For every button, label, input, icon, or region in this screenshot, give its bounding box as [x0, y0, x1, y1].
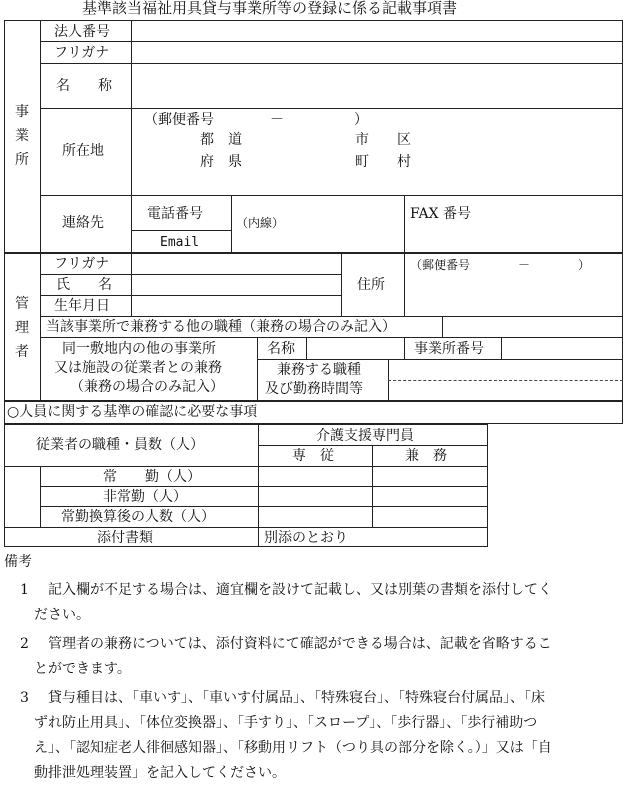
contact-label: 連絡先 [62, 215, 104, 231]
remark-2-line-b: とができます。 [34, 661, 131, 677]
address-label: 所在地 [62, 143, 104, 159]
remark-2-line-a: 管理者の兼務については、添付資料にて確認ができる場合は、記載を省略するこ [48, 636, 552, 652]
care-specialist-label: 介護支援専門員 [316, 428, 414, 444]
site-name-label: 名称 [267, 341, 295, 357]
manager-section-label: 管理者 [15, 296, 29, 360]
remark-3-line-a: 貸与種目は、「車いす」、「車いす付属品」、「特殊寝台」、「特殊寝台付属品」、「床 [48, 690, 545, 706]
manager-address-label: 住所 [357, 277, 385, 293]
manager-postal-label: （郵便番号 － ） [410, 258, 591, 272]
office-name-label: 名 称 [56, 78, 112, 94]
attachments-value: 別添のとおり [264, 530, 348, 546]
corp-number-label: 法人番号 [54, 24, 110, 40]
email-label: Email [160, 235, 200, 250]
office-section-label: 事業所 [15, 104, 29, 168]
shiku-label: 市 区 [355, 132, 411, 148]
staff-section-header: ○人員に関する基準の確認に必要な事項 [7, 404, 258, 420]
remark-1-line-b: ださい。 [34, 607, 90, 623]
remark-3-line-b: ずれ防止用具」、「体位変換器」、「手すり」、「スロープ」、「歩行器」、「歩行補助つ [34, 715, 538, 731]
fax-label: FAX 番号 [410, 206, 472, 222]
remark-3-number: 3 [20, 690, 29, 706]
birthdate-label: 生年月日 [54, 298, 110, 314]
dedicated-label: 専 従 [292, 448, 334, 464]
page-title: 基準該当福祉用具貸与事業所等の登録に係る記載事項書 [82, 0, 458, 17]
remark-1-line-a: 記入欄が不足する場合は、適宜欄を設けて記載し、又は別葉の書類を添付してく [48, 582, 552, 598]
remark-3-line-c: え」、「認知症老人徘徊感知器」、「移動用リフト（つり具の部分を除く。）」又は「自 [34, 740, 552, 756]
job-count-label: 従業者の職種・員数（人） [36, 437, 204, 453]
manager-name-label: 氏 名 [56, 277, 112, 293]
parttime-label: 非常勤（人） [103, 489, 187, 505]
office-furigana-label: フリガナ [54, 45, 110, 61]
manager-furigana-label: フリガナ [54, 256, 110, 272]
same-site-line2: 又は施設の従業者との兼務 [54, 360, 222, 376]
remark-2-number: 2 [20, 636, 29, 652]
remarks-heading: 備考 [4, 554, 32, 570]
extension-label: （内線） [236, 216, 285, 230]
phone-label: 電話番号 [147, 206, 203, 222]
fte-label: 常勤換算後の人数（人） [61, 509, 215, 525]
concurrent-line2: 及び勤務時間等 [265, 381, 363, 397]
office-number-label: 事業所番号 [414, 341, 484, 357]
todo-label: 都 道 [200, 132, 242, 148]
concurrent-line1: 兼務する職種 [277, 362, 361, 378]
office-postal-label: （郵便番号 － ） [144, 112, 368, 128]
attachments-label: 添付書類 [97, 530, 153, 546]
same-site-line1: 同一敷地内の他の事業所 [62, 341, 216, 357]
remark-1-number: 1 [20, 582, 29, 598]
choson-label: 町 村 [355, 154, 411, 170]
fulltime-label: 常 勤（人） [103, 469, 201, 485]
other-job-label: 当該事業所で兼務する他の職種（兼務の場合のみ記入） [46, 319, 396, 335]
remark-3-line-d: 動排泄処理装置」を記入してください。 [34, 765, 286, 781]
same-site-line3: （兼務の場合のみ記入） [70, 379, 224, 395]
concurrent-label: 兼 務 [405, 448, 447, 464]
fuken-label: 府 県 [200, 154, 242, 170]
